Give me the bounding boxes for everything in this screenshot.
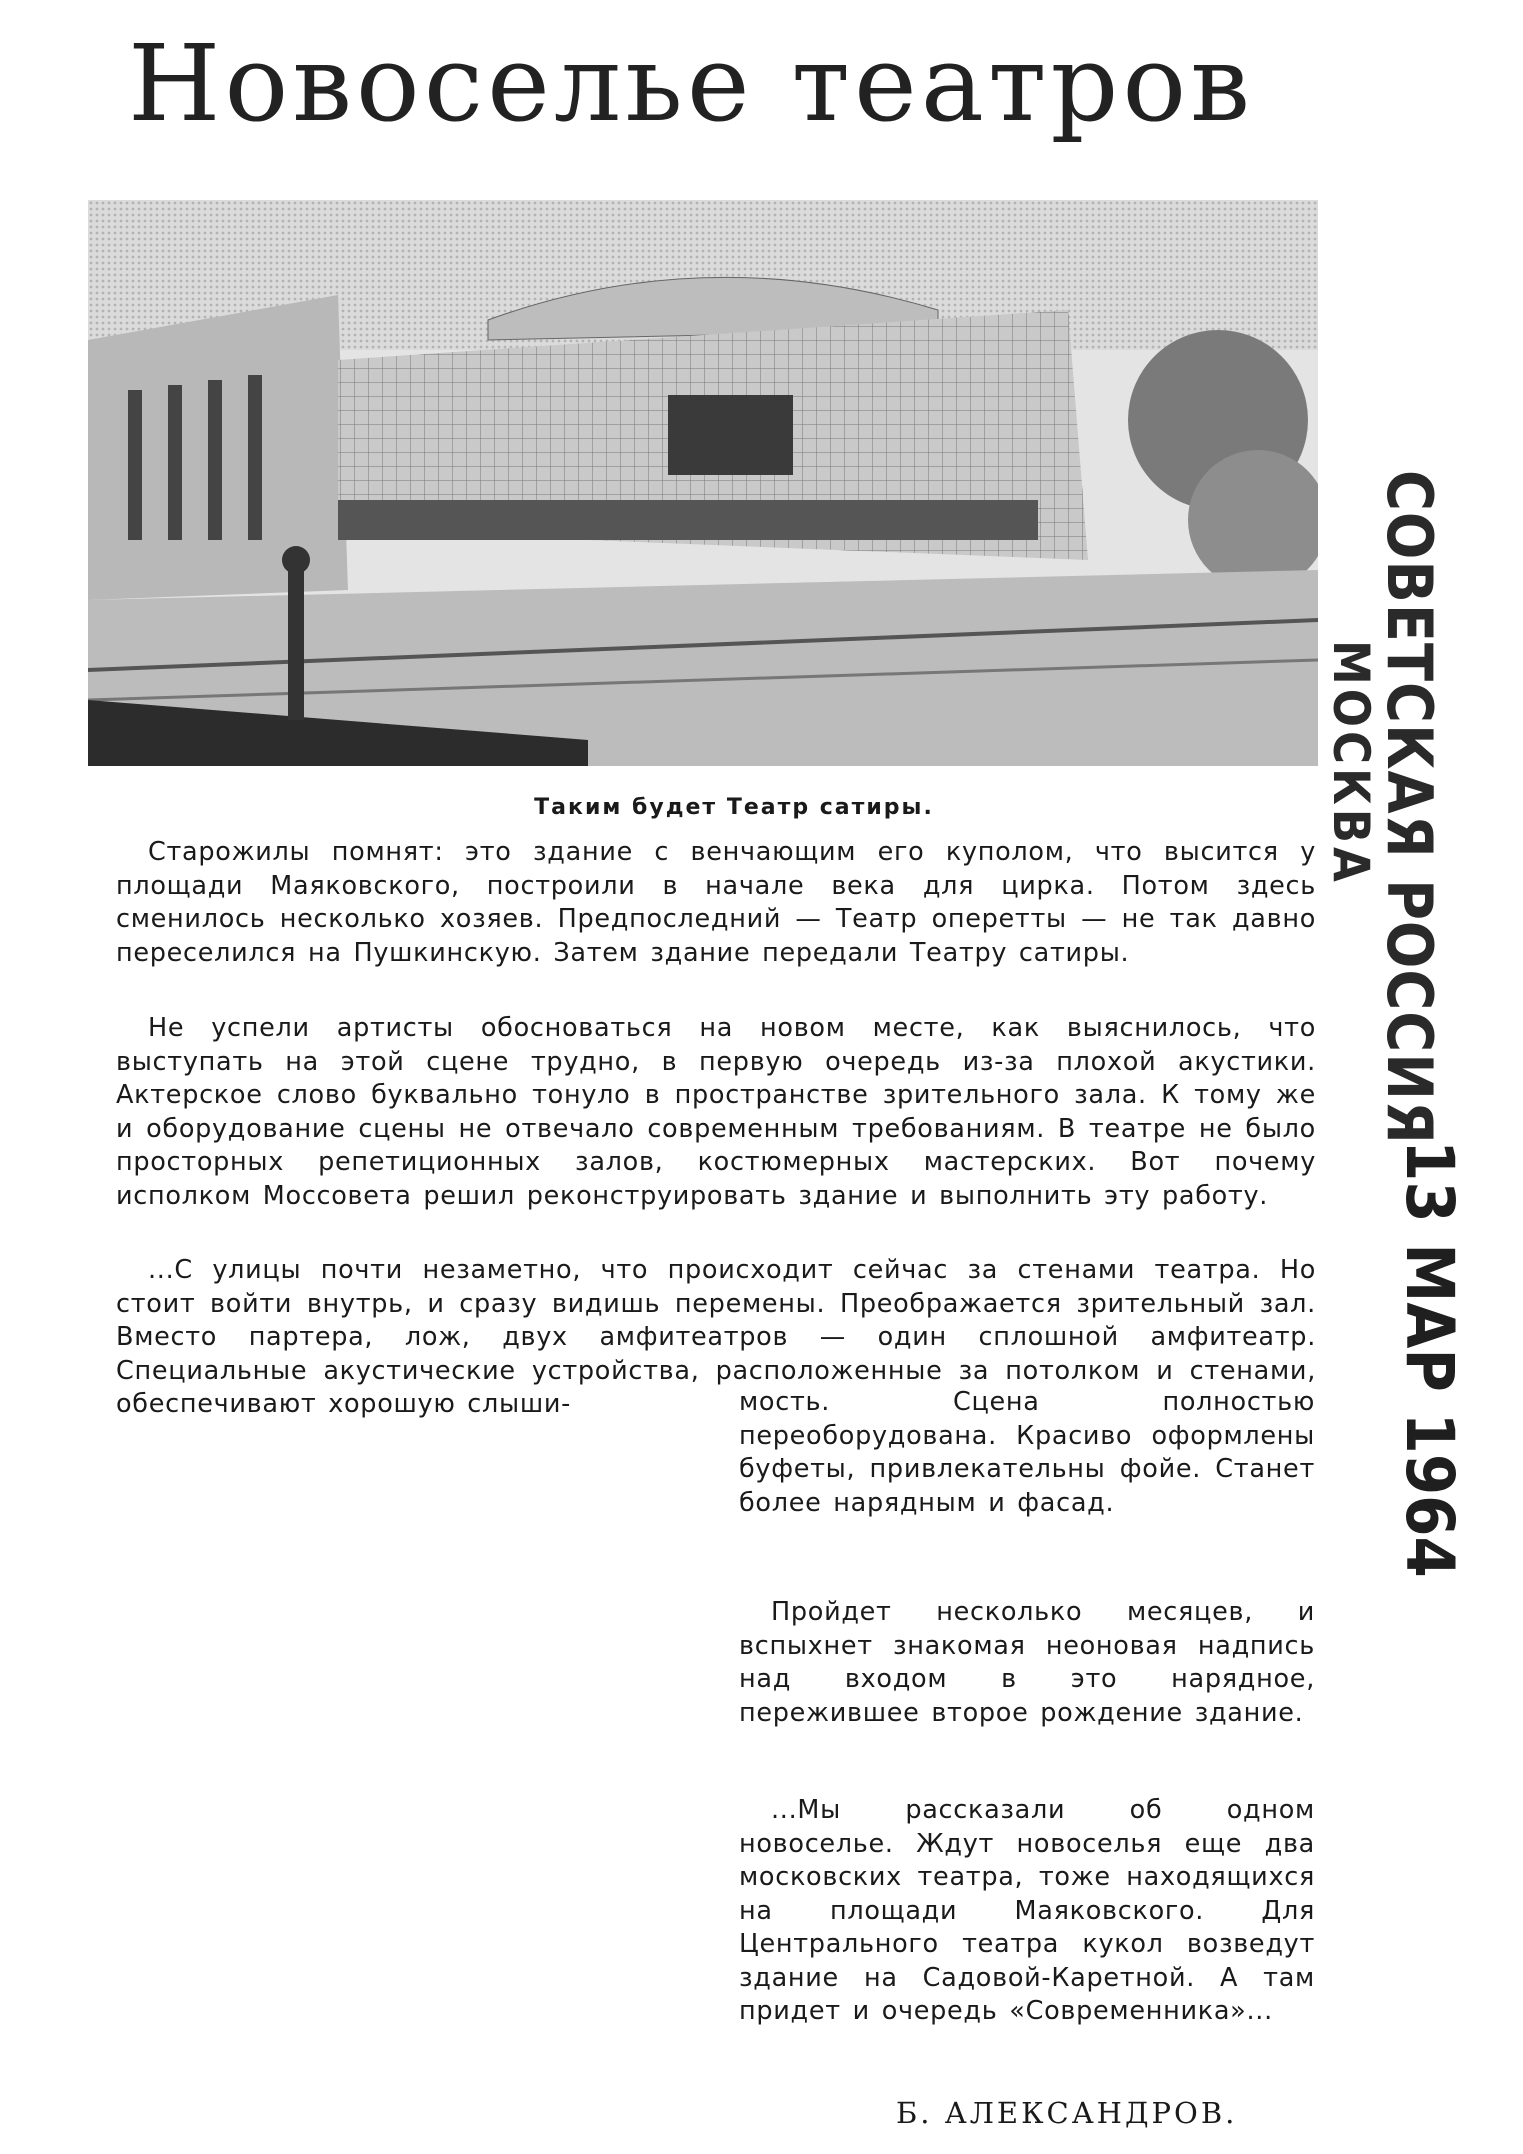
headline: Новоселье театров (128, 22, 1254, 145)
stamp-newspaper: СОВЕТСКАЯ РОССИЯ (1373, 470, 1446, 1145)
stamp-city: МОСКВА (1322, 640, 1380, 886)
paragraph-1: Старожилы помнят: это здание с венчающим его куполом, что высится у площади Маяковского, построили в начале века для цирка. Потом здесь сменилось несколько хозяев. Предпоследний — Театр оперетты — не так давно переселился на Пушкинскую. Затем здание передали Театру сатиры. (116, 837, 1316, 968)
author-signature: Б. АЛЕКСАНДРОВ. (896, 2096, 1238, 2130)
theatre-illustration (88, 200, 1318, 766)
paragraph-4: Пройдет несколько месяцев, и вспыхнет знакомая неоновая надпись над входом в это нарядное, пережившее второе рождение здание. (739, 1597, 1315, 1728)
paragraph-3-start: ...С улицы почти незаметно, что происходит сейчас за стенами театра. Но стоит войти внутрь, и сразу видишь перемены. Преображается зрительный зал. Вместо партера, лож, двух амфитеатров — один сплошной амфитеатр. Специальные акустические устройства, расположенные за потолком и стенами, обеспечивают хорошую слыши- (116, 1255, 1316, 1419)
building-drawing (88, 200, 1318, 766)
stamp-date: 13 МАР 1964 (1391, 1140, 1468, 1578)
paragraph-5: ...Мы рассказали об одном новоселье. Ждут новоселья еще два московских театра, тоже находящихся на площади Маяковского. Для Центрального театра кукол возведут здание на Садовой-Каретной. А там придет и очередь «Современника»... (739, 1795, 1315, 2026)
paragraph-2: Не успели артисты обосноваться на новом месте, как выяснилось, что выступать на этой сцене трудно, в первую очередь из-за плохой акустики. Актерское слово буквально тонуло в пространстве зрительного зала. К тому же и оборудование сцены не отвечало современным требованиям. В театре не было просторных репетиционных залов, костюмерных мастерских. Вот почему исполком Моссовета решил реконструировать здание и выполнить эту работу. (116, 1013, 1316, 1211)
photo-caption: Таким будет Театр сатиры. (534, 795, 934, 820)
paragraph-3-end: мость. Сцена полностью переоборудована. Красиво оформлены буфеты, привлекательны фойе. Станет более нарядным и фасад. (739, 1387, 1315, 1518)
